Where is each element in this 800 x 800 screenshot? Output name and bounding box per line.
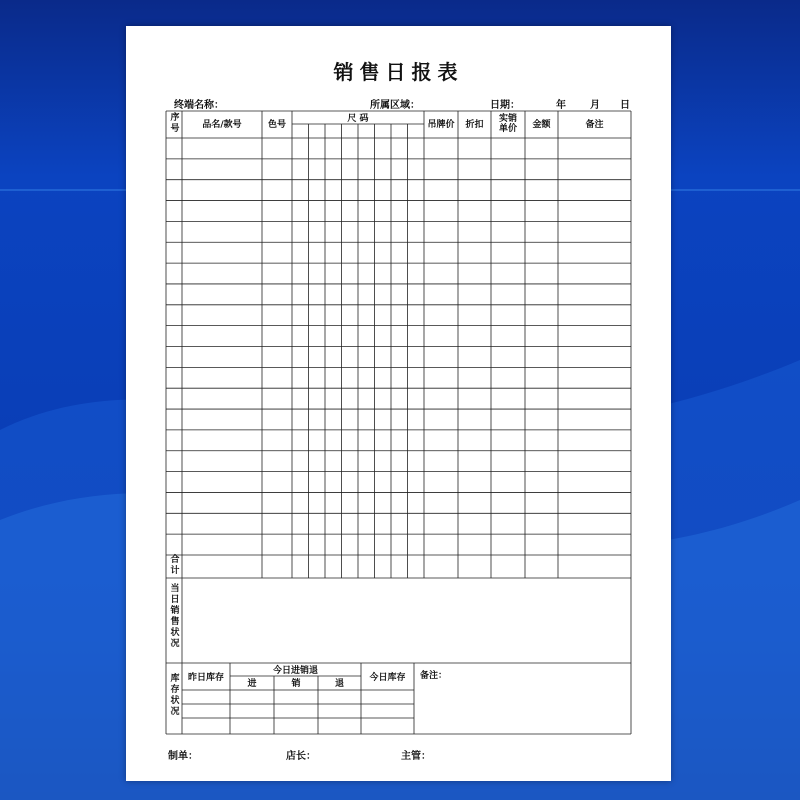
report-grid bbox=[126, 26, 671, 781]
terminal-name-label: 终端名称： bbox=[174, 100, 224, 111]
today-flow-label: 今日进销退 bbox=[272, 666, 318, 676]
col-product-label: 品名/款号 bbox=[202, 120, 242, 130]
total-label: 合 计 bbox=[170, 555, 180, 576]
col-unit-price-label: 实销 单价 bbox=[498, 114, 517, 134]
yesterday-stock-label: 昨日库存 bbox=[187, 673, 224, 683]
col-remark-label: 备注 bbox=[585, 120, 604, 130]
today-stock-label: 今日库存 bbox=[369, 673, 406, 683]
col-tag-price-label: 吊牌价 bbox=[427, 120, 455, 130]
day-label: 日 bbox=[620, 100, 630, 111]
region-label: 所属区域： bbox=[370, 100, 420, 111]
month-label: 月 bbox=[590, 100, 600, 111]
col-seq-label: 序 号 bbox=[170, 113, 180, 134]
year-label: 年 bbox=[556, 100, 566, 111]
inventory-status-label: 库 存 状 况 bbox=[170, 674, 180, 717]
col-color-label: 色号 bbox=[267, 120, 286, 130]
stock-sold-label: 销 bbox=[291, 679, 301, 689]
supervisor-label: 主管： bbox=[401, 751, 431, 762]
col-amount-label: 金额 bbox=[532, 120, 551, 130]
maker-label: 制单： bbox=[168, 751, 198, 762]
page-title: 销售日报表 bbox=[333, 60, 464, 84]
sales-report-sheet bbox=[126, 26, 671, 781]
sales-status-label: 当 日 销 售 状 况 bbox=[170, 584, 180, 649]
stock-in-label: 进 bbox=[247, 679, 257, 689]
col-size-label: 尺 码 bbox=[347, 114, 369, 124]
col-discount-label: 折扣 bbox=[465, 120, 484, 130]
stock-returned-label: 退 bbox=[334, 679, 344, 689]
date-label: 日期： bbox=[490, 100, 520, 111]
manager-label: 店长： bbox=[286, 751, 316, 762]
inventory-remark-label: 备注： bbox=[420, 671, 448, 681]
